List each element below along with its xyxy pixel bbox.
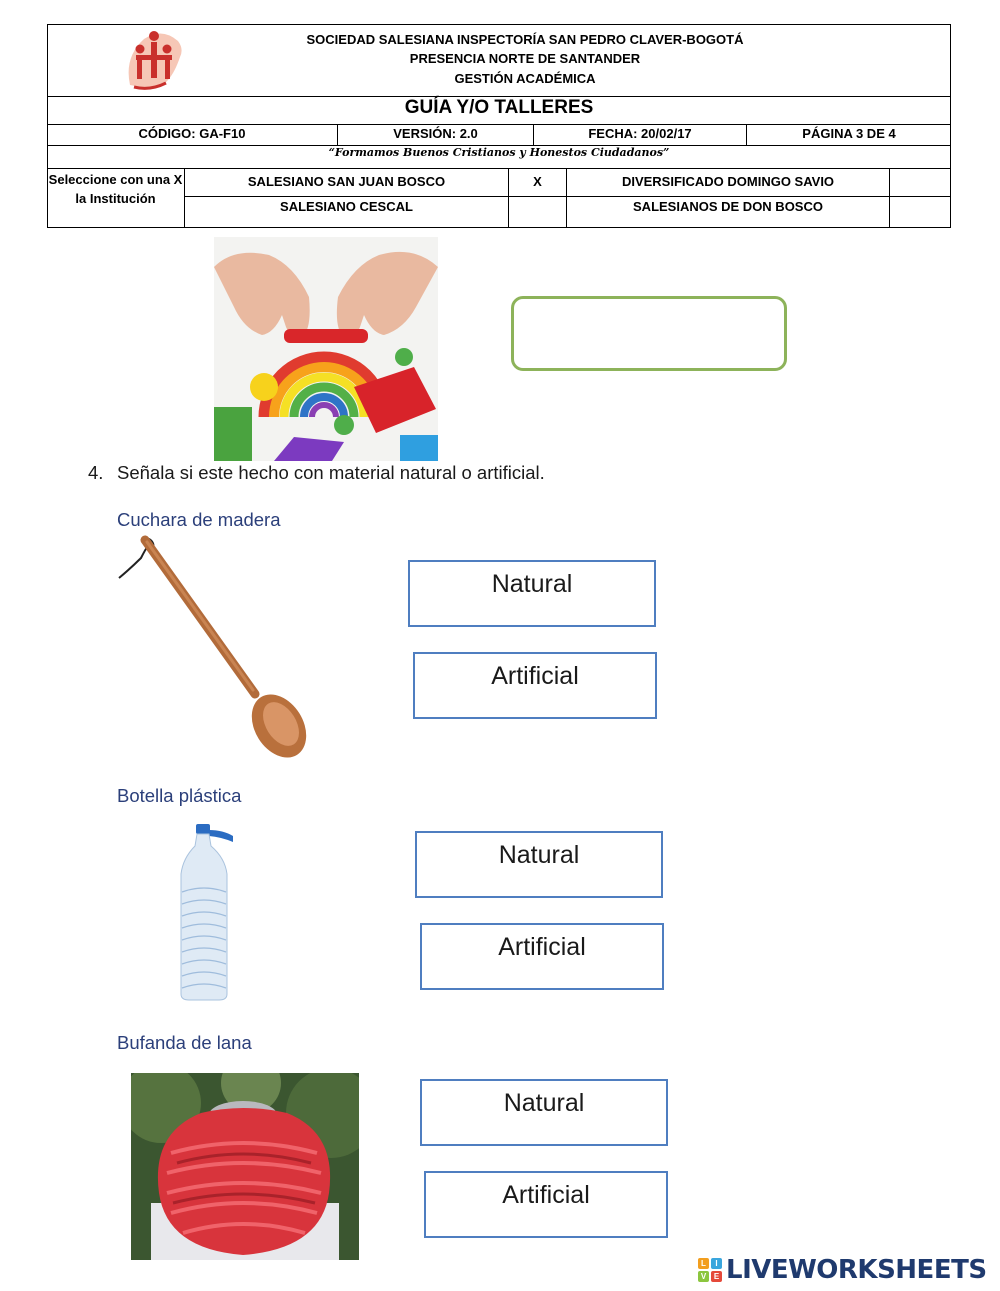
option-artificial-bottle[interactable]: Artificial	[420, 923, 664, 990]
motto: “Formamos Buenos Cristianos y Honestos Ciudadanos”	[328, 146, 670, 159]
institution-option: SALESIANOS DE DON BOSCO	[633, 199, 823, 214]
question-4	[88, 462, 545, 484]
plasticine-image	[214, 237, 438, 461]
plastic-bottle-image	[175, 822, 241, 1002]
question-text: Señala si este hecho con material natural o artificial.	[117, 462, 545, 483]
wool-scarf-image	[131, 1073, 359, 1260]
item-title-bottle: Botella plástica	[117, 785, 242, 806]
document-date: FECHA: 20/02/17	[588, 126, 692, 141]
select-institution-label: Seleccione con una X la Institución	[48, 172, 183, 206]
divider	[889, 168, 890, 228]
wooden-spoon-image	[115, 532, 315, 764]
document-version: VERSIÓN: 2.0	[393, 126, 478, 141]
icon-letter: L	[698, 1258, 709, 1269]
question-number: 4.	[88, 462, 104, 483]
page-number: PÁGINA 3 DE 4	[802, 126, 896, 141]
option-natural-spoon[interactable]: Natural	[408, 560, 656, 627]
document-code: CÓDIGO: GA-F10	[138, 126, 246, 141]
icon-letter: V	[698, 1271, 709, 1282]
answer-box[interactable]	[511, 296, 787, 371]
org-name: SOCIEDAD SALESIANA INSPECTORÍA SAN PEDRO CLAVER-BOGOTÁ	[306, 32, 744, 47]
org-presence: PRESENCIA NORTE DE SANTANDER	[409, 51, 641, 66]
brand-name: LIVEWORKSHEETS	[726, 1255, 987, 1285]
option-natural-scarf[interactable]: Natural	[420, 1079, 668, 1146]
icon-letter: I	[711, 1258, 722, 1269]
option-artificial-spoon[interactable]: Artificial	[413, 652, 657, 719]
salesian-logo	[122, 27, 186, 93]
institution-option: SALESIANO CESCAL	[280, 199, 413, 214]
liveworksheets-icon	[698, 1258, 722, 1282]
option-artificial-scarf[interactable]: Artificial	[424, 1171, 668, 1238]
option-natural-bottle[interactable]: Natural	[415, 831, 663, 898]
divider	[47, 124, 951, 125]
institution-option: SALESIANO SAN JUAN BOSCO	[247, 174, 446, 189]
org-department: GESTIÓN ACADÉMICA	[454, 71, 596, 86]
divider	[184, 196, 951, 197]
item-title-scarf: Bufanda de lana	[117, 1032, 252, 1053]
institution-mark[interactable]: X	[533, 174, 542, 189]
institution-option: DIVERSIFICADO DOMINGO SAVIO	[621, 174, 835, 189]
item-title-spoon: Cuchara de madera	[117, 509, 281, 530]
icon-letter: E	[711, 1271, 722, 1282]
liveworksheets-logo	[698, 1254, 987, 1286]
divider	[47, 168, 951, 169]
page-title: GUÍA Y/O TALLERES	[404, 97, 594, 118]
